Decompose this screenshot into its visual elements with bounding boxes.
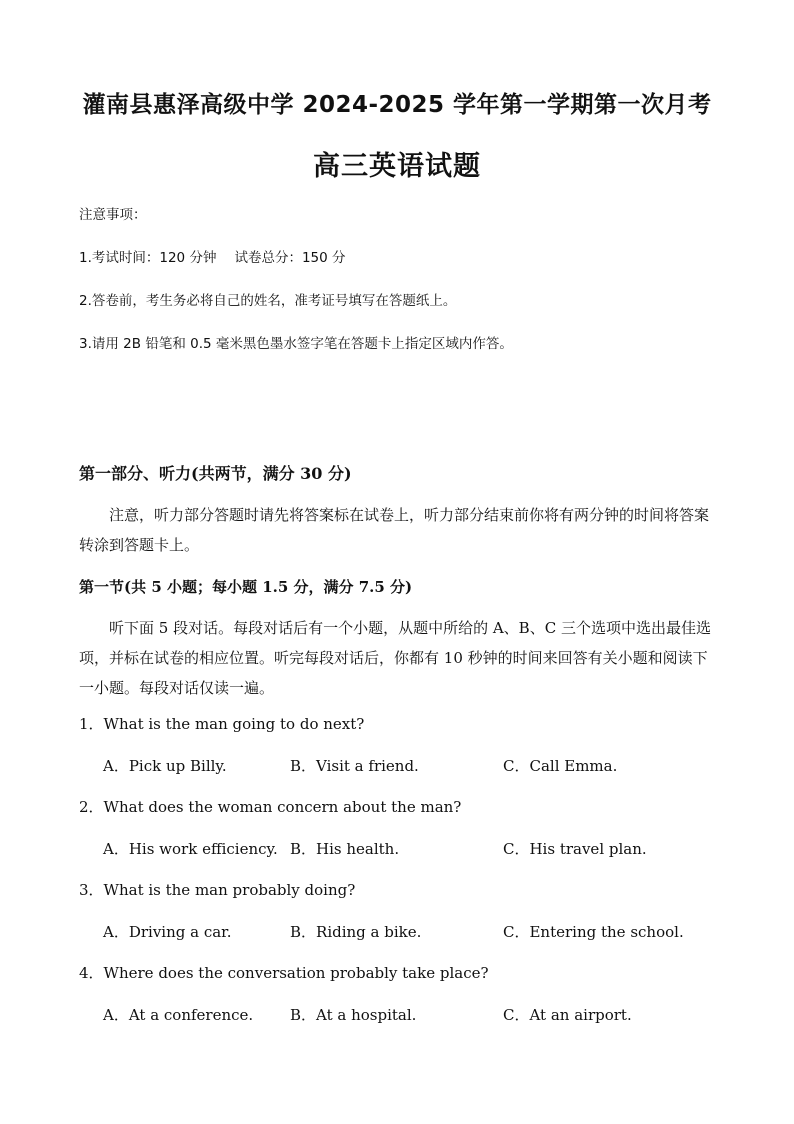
option-a: A．His work efficiency. xyxy=(103,840,278,858)
part1-instruction: 注意，听力部分答题时请先将答案标在试卷上，听力部分结束前你将有两分钟的时间将答案转涂到答题卡上。 xyxy=(79,506,710,554)
notes-item-1-time: 1.考试时间：120 分钟 xyxy=(79,250,217,266)
part1-title: 第一部分、听力(共两节，满分 30 分) xyxy=(79,464,352,483)
notes-item-1 xyxy=(79,248,513,291)
notes-item-1-score: 试卷总分：150 分 xyxy=(234,250,346,266)
notes-item-2: 2.答卷前，考生务必将自己的姓名，准考证号填写在答题纸上。 xyxy=(79,293,457,309)
question-stem: 1．What is the man going to do next? xyxy=(79,715,365,733)
option-a: A．At a conference. xyxy=(103,1006,254,1024)
section1-title: 第一节(共 5 小题；每小题 1.5 分，满分 7.5 分) xyxy=(79,578,413,596)
option-c: C．Call Emma. xyxy=(503,757,618,775)
option-b: B．Visit a friend. xyxy=(290,757,419,775)
option-a: A．Driving a car. xyxy=(103,923,232,941)
question-stem: 4．Where does the conversation probably take place? xyxy=(79,964,489,982)
notes-heading: 注意事项： xyxy=(79,207,147,223)
notes-item-3: 3.请用 2B 铅笔和 0.5 毫米黑色墨水签字笔在答题卡上指定区域内作答。 xyxy=(79,336,513,352)
option-b: B．At a hospital. xyxy=(290,1006,417,1024)
notes-block xyxy=(79,205,513,377)
option-a: A．Pick up Billy. xyxy=(103,757,227,775)
question-stem: 3．What is the man probably doing? xyxy=(79,881,356,899)
option-c: C．His travel plan. xyxy=(503,840,647,858)
exam-title: 灌南县惠泽高级中学 2024-2025 学年第一学期第一次月考 xyxy=(82,92,712,118)
option-b: B．His health. xyxy=(290,840,400,858)
option-b: B．Riding a bike. xyxy=(290,923,422,941)
option-c: C．At an airport. xyxy=(503,1006,632,1024)
option-c: C．Entering the school. xyxy=(503,923,684,941)
exam-subtitle: 高三英语试题 xyxy=(313,151,481,182)
section1-instruction: 听下面 5 段对话。每段对话后有一个小题，从题中所给的 A、B、C 三个选项中选出最佳选项，并标在试卷的相应位置。听完每段对话后，你都有 10 秒钟的时间来回答有关小题和阅读下一小题。每段对话仅读一遍。 xyxy=(79,619,711,697)
question-stem: 2．What does the woman concern about the man? xyxy=(79,798,462,816)
